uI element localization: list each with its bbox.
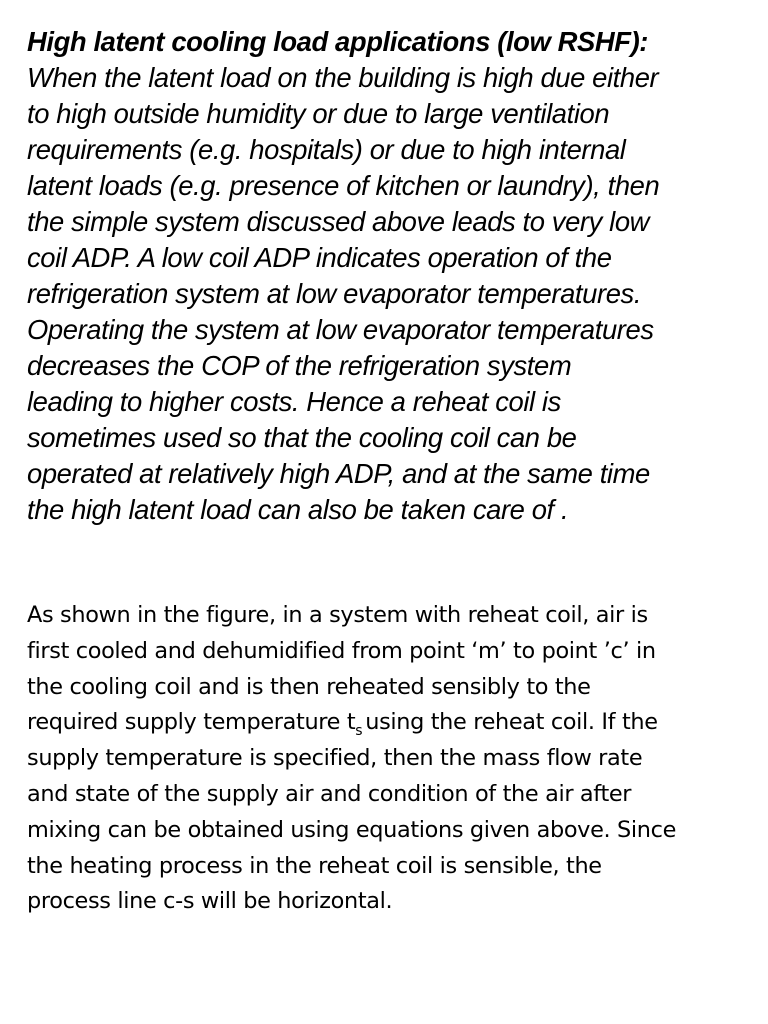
paragraph-line: and state of the supply air and condition of the air after xyxy=(27,780,632,807)
paragraph-line: the cooling coil and is then reheated sensibly to the xyxy=(27,673,591,700)
paragraph-reheat-intro xyxy=(27,24,757,528)
paragraph-line: the heating process in the reheat coil is sensible, the xyxy=(27,852,602,879)
paragraph-heading: High latent cooling load applications (low RSHF): xyxy=(27,26,649,57)
paragraph-line: latent loads (e.g. presence of kitchen or laundry), then xyxy=(27,170,660,201)
text-fragment: required supply temperature t xyxy=(27,709,356,736)
text-fragment: using the reheat coil. If the xyxy=(365,709,658,736)
paragraph-line: sometimes used so that the cooling coil can be xyxy=(27,422,577,453)
paragraph-line: leading to higher costs. Hence a reheat coil is xyxy=(27,386,561,417)
paragraph-line: process line c-s will be horizontal. xyxy=(27,888,393,915)
paragraph-line: operated at relatively high ADP, and at the same time xyxy=(27,458,650,489)
paragraph-line: requirements (e.g. hospitals) or due to high internal xyxy=(27,134,626,165)
paragraph-line: the high latent load can also be taken care of . xyxy=(27,494,569,525)
paragraph-line: supply temperature is specified, then the mass flow rate xyxy=(27,745,643,772)
paragraph-line: mixing can be obtained using equations given above. Since xyxy=(27,816,676,843)
paragraph-reheat-process xyxy=(27,598,757,920)
subscript-s: s xyxy=(355,723,363,740)
paragraph-line: refrigeration system at low evaporator temperatures. xyxy=(27,278,642,309)
paragraph-line: first cooled and dehumidified from point ‘m’ to point ’c’ in xyxy=(27,637,656,664)
paragraph-line: the simple system discussed above leads to very low xyxy=(27,206,650,237)
paragraph-line: to high outside humidity or due to large ventilation xyxy=(27,98,610,129)
paragraph-line-supply-temperature xyxy=(27,705,757,741)
paragraph-line: decreases the COP of the refrigeration system xyxy=(27,350,572,381)
paragraph-line: coil ADP. A low coil ADP indicates operation of the xyxy=(27,242,612,273)
paragraph-line: When the latent load on the building is high due either xyxy=(27,62,659,93)
paragraph-line: As shown in the figure, in a system with reheat coil, air is xyxy=(27,602,648,628)
paragraph-line: Operating the system at low evaporator temperatures xyxy=(27,314,654,345)
